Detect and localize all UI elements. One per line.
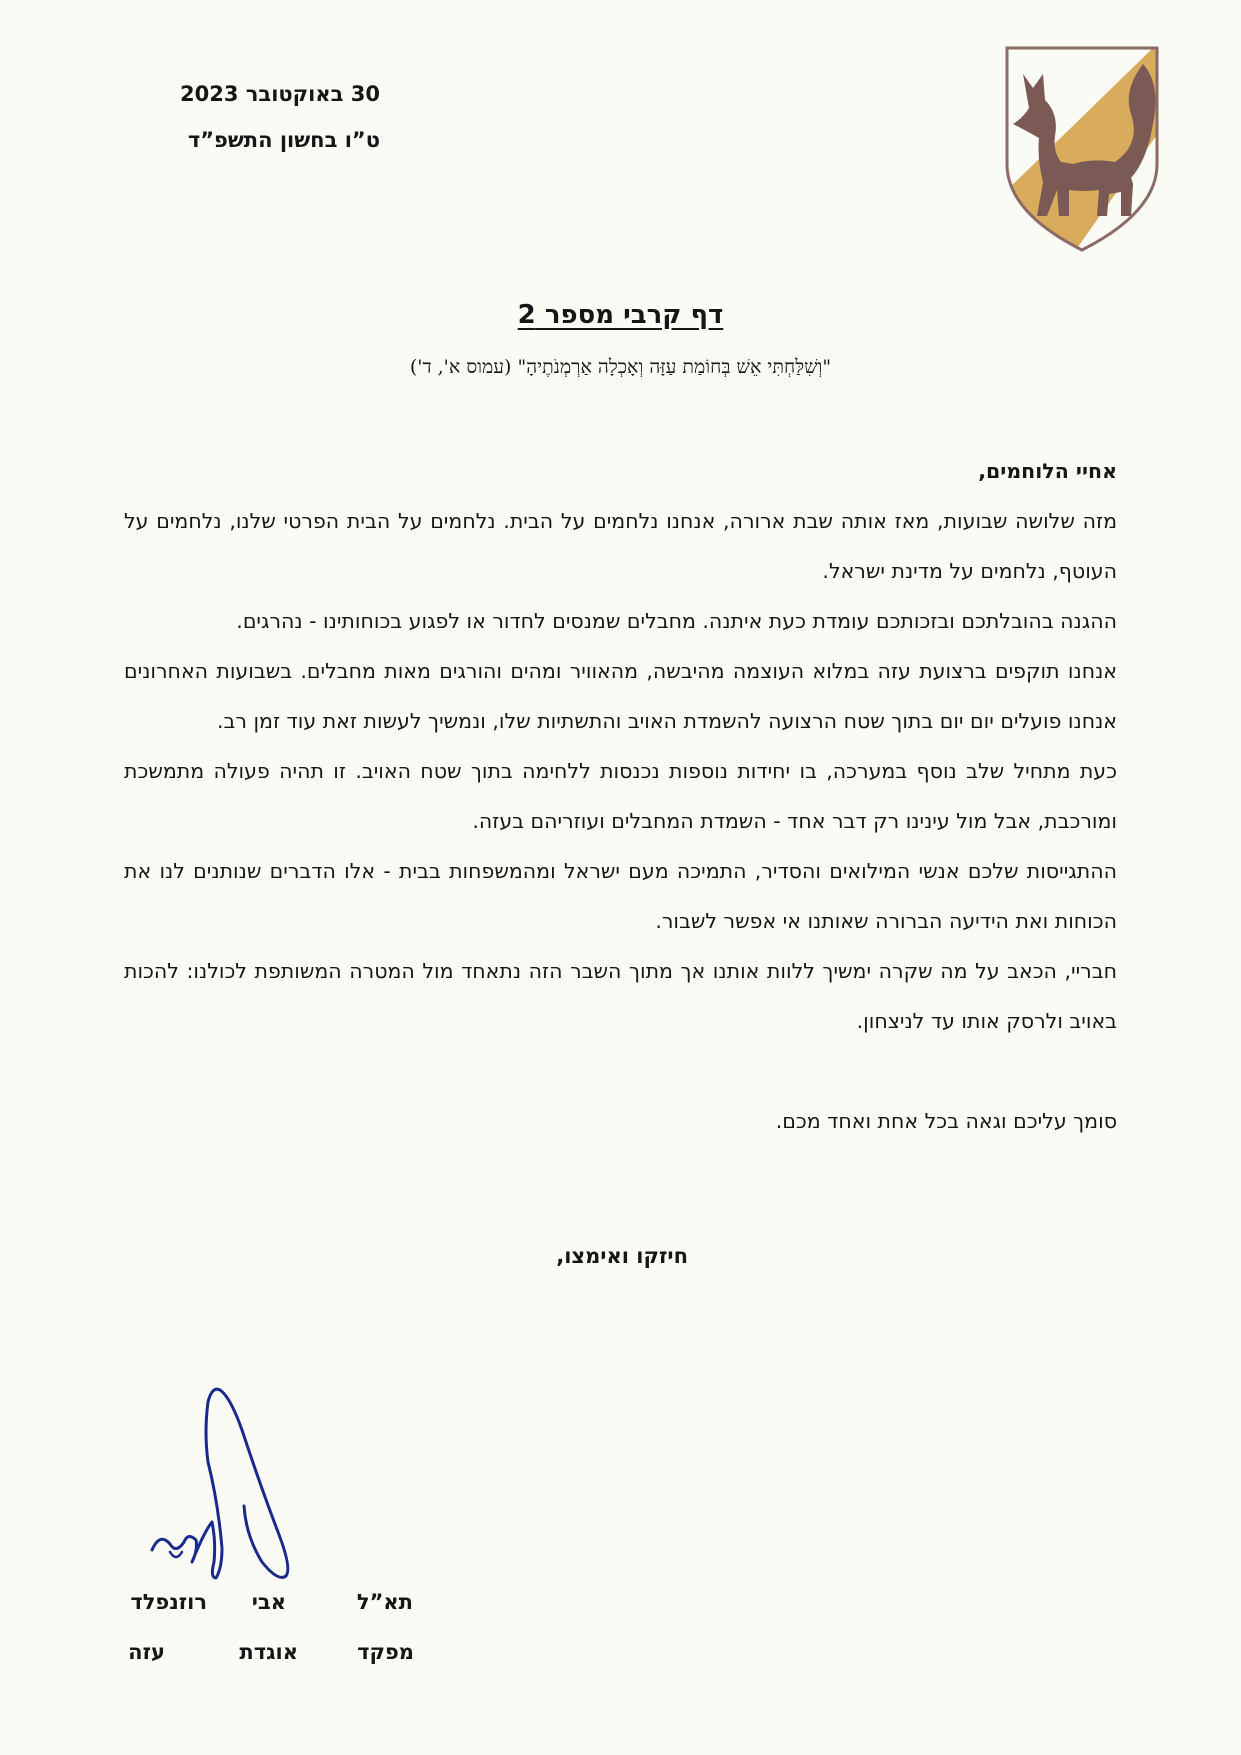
fox-lightning-shield-icon <box>1003 44 1161 254</box>
paragraph-4: כעת מתחיל שלב נוסף במערכה, בו יחידות נוספות נכנסות ללחימה בתוך שטח האויב. זו תהיה פעולה מתמשכת ומורכבת, אבל מול עינינו רק דבר אחד - השמדת המחבלים ועוזריהם בעזה. <box>124 759 1117 833</box>
paragraph-5: ההתגייסות שלכם אנשי המילואים והסדיר, התמיכה מעם ישראל ומהמשפחות בבית - אלו הדברים שנותנים לנו את הכוחות ואת הידיעה הברורה שאותנו אי אפשר לשבור. <box>124 859 1117 933</box>
letter-body <box>124 446 1117 1146</box>
role: מפקד <box>357 1640 414 1664</box>
greeting: אחיי הלוחמים, <box>978 459 1117 483</box>
date-block <box>120 82 380 152</box>
verse-quote: "וְשִׁלַּחְתִּי אֵשׁ בְּחוֹמַת עַזָּה וְאָכְלָה אַרְמְנֹתֶיהָ" (עמוס א', ד') <box>409 356 832 378</box>
last-name: רוזנפלד <box>130 1590 207 1614</box>
signature-names-row <box>0 1590 1241 1618</box>
rank: תא”ל <box>356 1590 413 1614</box>
paragraph-2: ההגנה בהובלתכם ובזכותכם עומדת כעת איתנה. מחבלים שמנסים לחדור או לפגוע בכוחותינו - נהרגים. <box>236 609 1117 633</box>
date-hebrew: ט”ו בחשון התשפ”ד <box>187 128 380 152</box>
signature-role-row <box>0 1640 1241 1668</box>
paragraph-1: מזה שלושה שבועות, מאז אותה שבת ארורה, אנחנו נלחמים על הבית. נלחמים על הבית הפרטי שלנו, נלחמים על העוטף, נלחמים על מדינת ישראל. <box>124 509 1117 583</box>
paragraph-3: אנחנו תוקפים ברצועת עזה במלוא העוצמה מהיבשה, מהאוויר ומהים והורגים מאות מחבלים. בשבועות האחרונים אנחנו פועלים יום יום בתוך שטח הרצועה להשמדת האויב והתשתיות שלו, ונמשיך לעשות זאת עוד זמן רב. <box>124 659 1117 733</box>
unit-type: אוגדת <box>239 1640 298 1664</box>
date-gregorian: 30 באוקטובר 2023 <box>180 82 380 106</box>
handwritten-signature <box>146 1382 336 1592</box>
first-name: אבי <box>251 1590 286 1614</box>
paragraph-6: חבריי, הכאב על מה שקרה ימשיך ללוות אותנו אך מתוך השבר הזה נתאחד מול המטרה המשותפת לכולנו: להכות באויב ולרסק אותו עד לניצחון. <box>124 959 1117 1033</box>
closing-text: חיזקו ואימצו, <box>556 1244 688 1268</box>
page-title: דף קרבי מספר 2 <box>517 300 724 330</box>
unit-name: עזה <box>128 1640 165 1664</box>
final-line: סומך עליכם וגאה בכל אחת ואחד מכם. <box>775 1109 1117 1133</box>
